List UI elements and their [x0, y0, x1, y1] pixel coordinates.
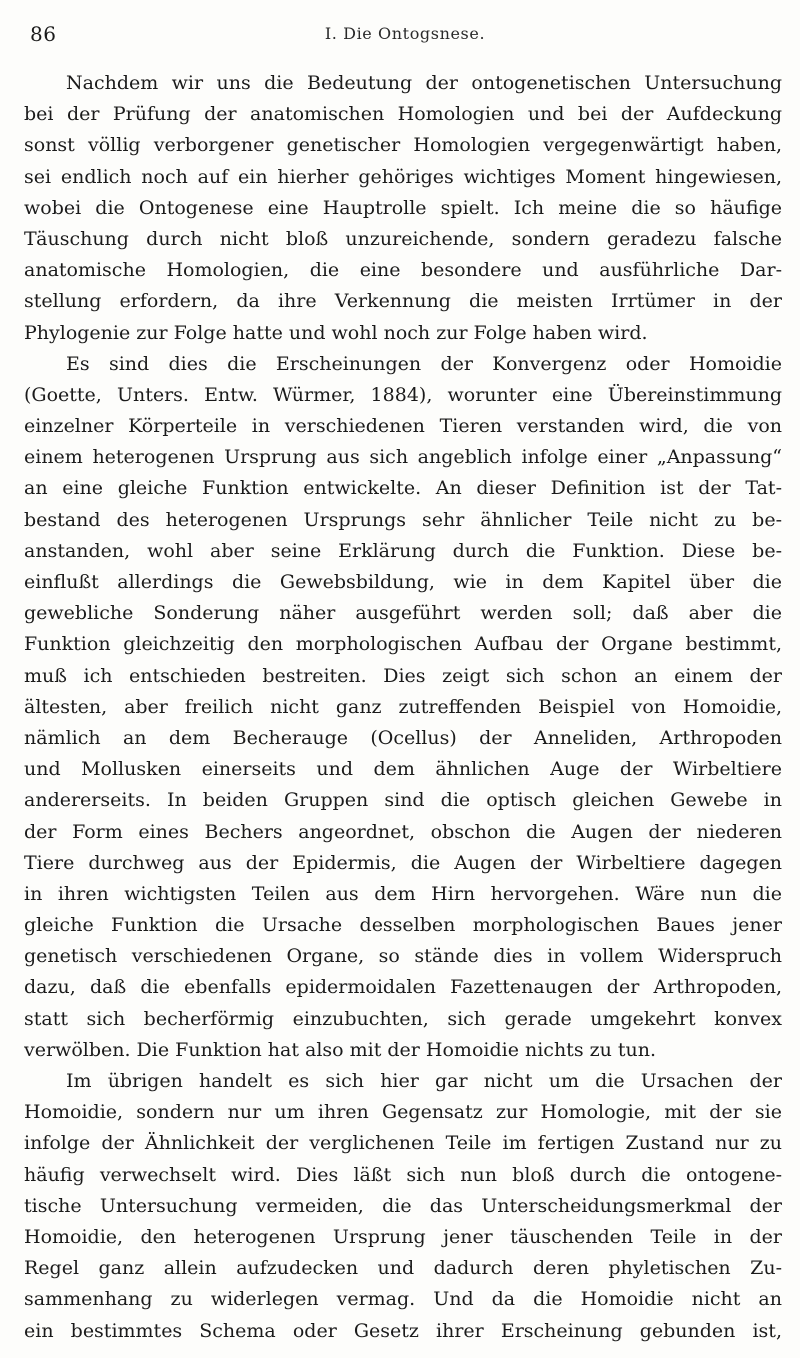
text-line: (Goette, Unters. Entw. Würmer, 1884), worunter eine Übereinstimmung — [24, 383, 782, 406]
text-line: Es sind dies die Erscheinungen der Konvergenz oder Homoidie — [66, 352, 782, 375]
text-line: und Mollusken einerseits und dem ähnlichen Auge der Wirbeltiere — [24, 758, 782, 781]
text-line: Nachdem wir uns die Bedeutung der ontogenetischen Untersuchung — [66, 72, 782, 94]
text-line: der Form eines Bechers angeordnet, obschon die Augen der niederen — [24, 820, 782, 843]
text-line: genetisch verschiedenen Organe, so stände dies in vollem Widerspruch — [24, 945, 782, 968]
text-line: Regel ganz allein aufzudecken und dadurch deren phyletischen Zu- — [24, 1257, 782, 1280]
text-line: Täuschung durch nicht bloß unzureichende, sondern geradezu falsche — [24, 227, 782, 250]
text-line: Im übrigen handelt es sich hier gar nicht um die Ursachen der — [66, 1070, 782, 1092]
text-line: muß ich entschieden bestreiten. Dies zeigt sich schon an einem der — [24, 664, 782, 687]
text-line: anatomische Homologien, die eine besondere und ausführliche Dar- — [24, 259, 782, 282]
text-line: bei der Prüfung der anatomischen Homologien und bei der Aufdeckung — [24, 103, 782, 126]
text-line: einem heterogenen Ursprung aus sich angeblich infolge einer „Anpassung“ — [24, 446, 782, 469]
text-line: wobei die Ontogenese eine Hauptrolle spielt. Ich meine die so häufige — [24, 196, 782, 219]
text-line: in ihren wichtigsten Teilen aus dem Hirn hervorgehen. Wäre nun die — [24, 882, 782, 905]
text-line: andererseits. In beiden Gruppen sind die optisch gleichen Gewebe in — [24, 789, 782, 812]
text-line: gewebliche Sonderung näher ausgeführt werden soll; daß aber die — [24, 602, 782, 625]
text-line: einflußt allerdings die Gewebsbildung, wie in dem Kapitel über die — [24, 571, 782, 593]
text-line: Funktion gleichzeitig den morphologischen Aufbau der Organe bestimmt, — [24, 633, 782, 656]
text-line: sei endlich noch auf ein hierher gehöriges wichtiges Moment hingewiesen, — [24, 165, 782, 188]
running-head: I. Die Ontogsnese. — [324, 24, 486, 43]
body-text — [24, 68, 782, 1347]
text-line: statt sich becherförmig einzubuchten, sich gerade umgekehrt konvex — [24, 1007, 782, 1030]
text-line: stellung erfordern, da ihre Verkennung die meisten Irrtümer in der — [24, 290, 782, 313]
text-line: gleiche Funktion die Ursache desselben morphologischen Baues jener — [24, 914, 782, 937]
text-line: dazu, daß die ebenfalls epidermoidalen Fazettenaugen der Arthropoden, — [24, 976, 782, 999]
text-line: häufig verwechselt wird. Dies läßt sich nun bloß durch die ontogene- — [24, 1163, 782, 1186]
text-line: Homoidie, sondern nur um ihren Gegensatz zur Homologie, mit der sie — [24, 1101, 782, 1124]
text-line: Tiere durchweg aus der Epidermis, die Augen der Wirbeltiere dagegen — [24, 851, 782, 874]
text-line: bestand des heterogenen Ursprungs sehr ähnlicher Teile nicht zu be- — [24, 508, 782, 531]
text-line: Homoidie, den heterogenen Ursprung jener täuschenden Teile in der — [24, 1225, 782, 1248]
text-line: sonst völlig verborgener genetischer Homologien vergegenwärtigt haben, — [24, 134, 782, 157]
text-line: nämlich an dem Becherauge (Ocellus) der Anneliden, Arthropoden — [24, 726, 782, 749]
text-line: anstanden, wohl aber seine Erklärung durch die Funktion. Diese be- — [24, 539, 782, 562]
text-line: tische Untersuchung vermeiden, die das Unterscheidungsmerkmal der — [24, 1194, 782, 1217]
text-line: verwölben. Die Funktion hat also mit der Homoidie nichts zu tun. — [24, 1038, 657, 1061]
text-line: Phylogenie zur Folge hatte und wohl noch zur Folge haben wird. — [24, 321, 648, 344]
page-number: 86 — [30, 22, 57, 46]
page-header — [30, 22, 780, 52]
text-line: einzelner Körperteile in verschiedenen Tieren verstanden wird, die von — [24, 415, 782, 438]
text-line: ein bestimmtes Schema oder Gesetz ihrer Erscheinung gebunden ist, — [24, 1319, 782, 1342]
text-line: sammenhang zu widerlegen vermag. Und da die Homoidie nicht an — [24, 1288, 782, 1311]
text-line: ältesten, aber freilich nicht ganz zutreffenden Beispiel von Homoidie, — [24, 695, 782, 718]
text-line: an eine gleiche Funktion entwickelte. An dieser Definition ist der Tat- — [24, 477, 782, 500]
text-line: infolge der Ähnlichkeit der verglichenen Teile im fertigen Zustand nur zu — [24, 1132, 782, 1155]
